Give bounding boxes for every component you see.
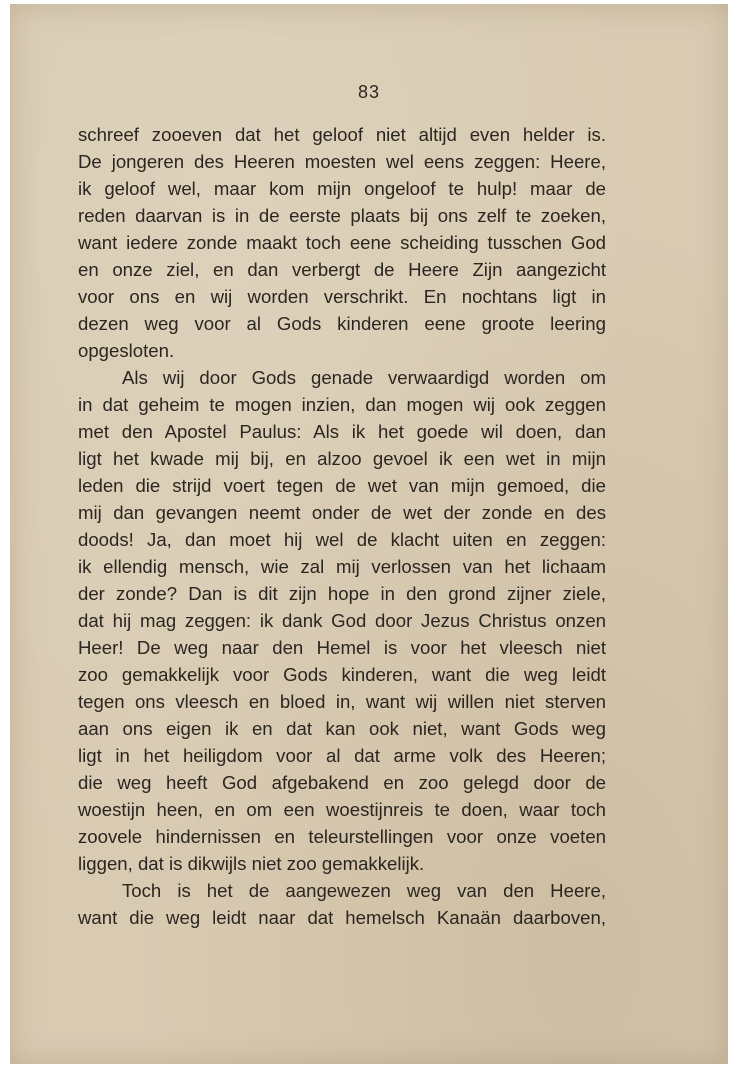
body-text [78,121,606,931]
text-line: ik geloof wel, maar kom mijn ongeloof te hulp! maar de [78,178,606,199]
text-line: opgesloten. [78,340,175,361]
text-line: dat hij mag zeggen: ik dank God door Jezus Christus onzen [78,610,606,631]
text-line: De jongeren des Heeren moesten wel eens zeggen: Heere, [78,151,606,172]
text-line: leden die strijd voert tegen de wet van mijn gemoed, die [78,475,606,496]
text-line: zoo gemakkelijk voor Gods kinderen, want die weg leidt [78,664,606,685]
text-line: doods! Ja, dan moet hij wel de klacht uiten en zeggen: [78,529,606,550]
page-number: 83 [357,82,381,102]
text-line: Heer! De weg naar den Hemel is voor het vleesch niet [78,637,606,658]
text-line: ik ellendig mensch, wie zal mij verlossen van het lichaam [78,556,606,577]
text-line: Als wij door Gods genade verwaardigd worden om [122,367,606,388]
text-line: die weg heeft God afgebakend en zoo gelegd door de [78,772,606,793]
text-line: in dat geheim te mogen inzien, dan mogen wij ook zeggen [78,394,606,415]
text-line: schreef zooeven dat het geloof niet altijd even helder is. [78,124,606,145]
text-line: ligt het kwade mij bij, en alzoo gevoel ik een wet in mijn [78,448,606,469]
text-line: voor ons en wij worden verschrikt. En nochtans ligt in [78,286,606,307]
text-line: mij dan gevangen neemt onder de wet der zonde en des [78,502,606,523]
text-line: want die weg leidt naar dat hemelsch Kanaän daarboven, [78,907,606,928]
text-line: met den Apostel Paulus: Als ik het goede wil doen, dan [78,421,606,442]
text-line: Toch is het de aangewezen weg van den Heere, [122,880,606,901]
text-line: en onze ziel, en dan verbergt de Heere Zijn aangezicht [78,259,606,280]
text-line: ligt in het heiligdom voor al dat arme volk des Heeren; [78,745,606,766]
text-line: liggen, dat is dikwijls niet zoo gemakkelijk. [78,853,425,874]
text-line: zoovele hindernissen en teleurstellingen voor onze voeten [78,826,606,847]
text-line: tegen ons vleesch en bloed in, want wij willen niet sterven [78,691,606,712]
text-line: want iedere zonde maakt toch eene scheiding tusschen God [78,232,606,253]
text-line: woestijn heen, en om een woestijnreis te doen, waar toch [78,799,606,820]
book-page [10,4,728,1064]
text-line: dezen weg voor al Gods kinderen eene groote leering [78,313,606,334]
text-line: der zonde? Dan is dit zijn hope in den grond zijner ziele, [78,583,606,604]
text-line: reden daarvan is in de eerste plaats bij ons zelf te zoeken, [78,205,606,226]
text-line: aan ons eigen ik en dat kan ook niet, want Gods weg [78,718,606,739]
